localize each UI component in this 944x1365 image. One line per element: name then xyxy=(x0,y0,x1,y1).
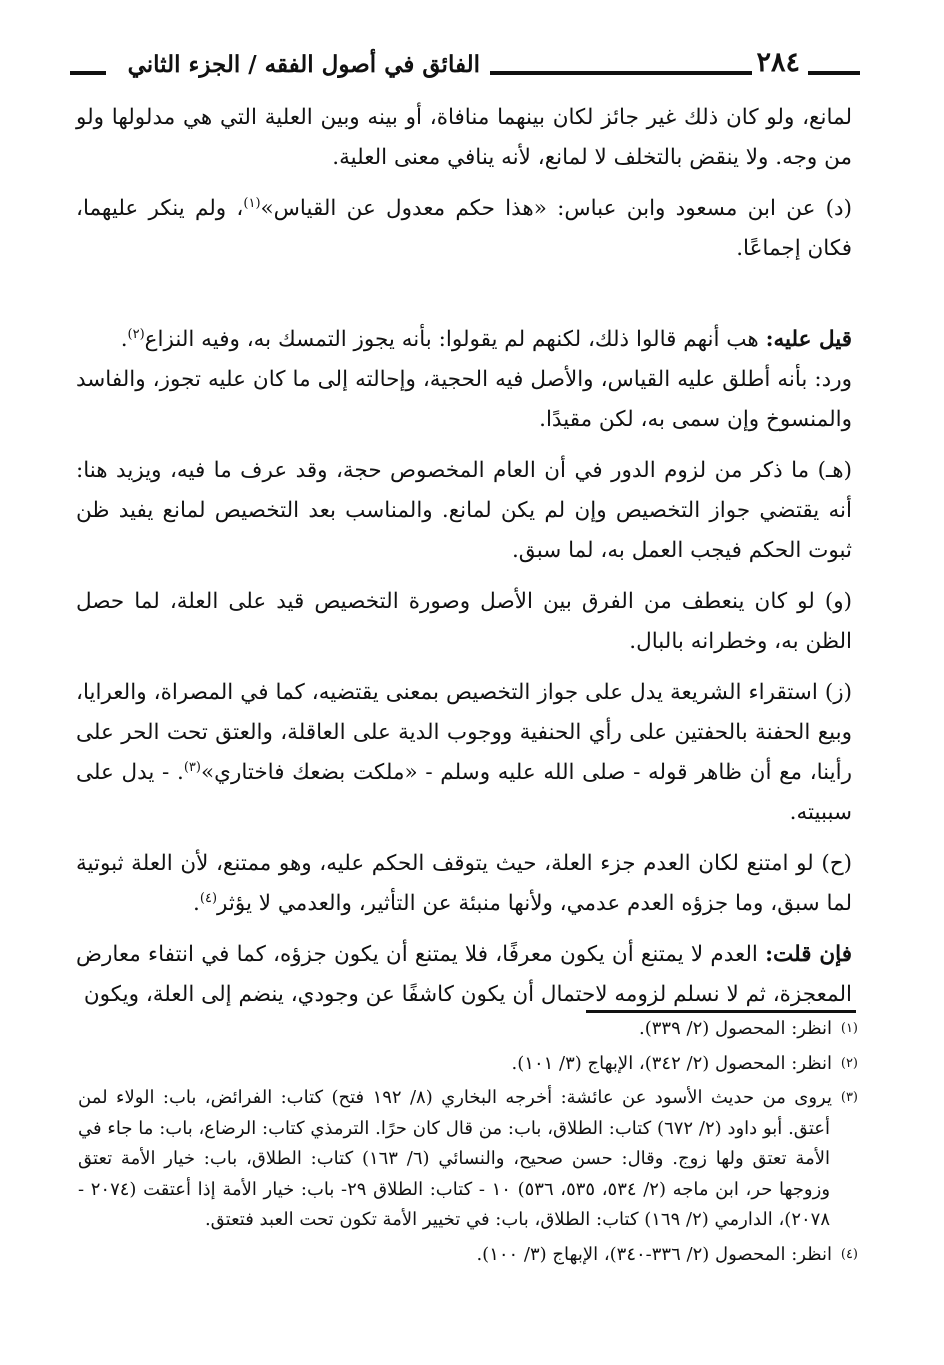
footnote xyxy=(78,1083,858,1236)
footnote-ref[interactable]: (٤) xyxy=(199,890,218,906)
paragraph-text: العدم لا يمتنع أن يكون معرفًا، فلا يمتنع أن يكون جزؤه، كما في انتفاء معارض المعجزة، ثم لا نسلم لزومه لاحتمال أن يكون كاشفًا عن وجودي، ينضم إلى العلة، ويكون xyxy=(76,942,852,1007)
footnote-ref[interactable]: (٣) xyxy=(183,759,201,775)
footnote-text: يروى من حديث الأسود عن عائشة: أخرجه البخاري (٨/ ١٩٢ فتح) كتاب: الفرائض، باب: الولاء لمن أعتق. أبو داود (٢/ ٦٧٢) كتاب: الطلاق، باب: من قال كان حرًا. الترمذي كتاب: الرضاع، باب: ما جاء في الأمة تعتق ولها زوج. وقال: حسن صحيح، والنسائي (٦/ ١٦٣) كتاب: الطلاق، باب: خيار الأمة تعتق وزوجها حر، ابن ماجه (٢/ ٥٣٤، ٥٣٥، ٥٣٦) ١٠ - كتاب: الطلاق ٢٩- باب: خيار الأمة إذا أعتقت (٢٠٧٤ - ٢٠٧٨)، الدارمي (٢/ ١٦٩) كتاب: الطلاق، باب: في تخيير الأمة تكون تحت العبد فتعتق. xyxy=(78,1087,832,1230)
footnote-text: انظر: المحصول (٢/ ٣٤٢)، الإبهاج (٣/ ١٠١). xyxy=(511,1052,832,1074)
main-text xyxy=(76,98,852,1026)
paragraph-text: . xyxy=(193,891,200,916)
running-title: الفائق في أصول الفقه / الجزء الثاني xyxy=(127,51,480,78)
footnote-number: (١) xyxy=(840,1021,858,1036)
paragraph-text: هب أنهم قالوا ذلك، لكنهم لم يقولوا: بأنه يجوز التمسك به، وفيه النزاع xyxy=(144,327,766,352)
paragraph-text: (هـ) ما ذكر من لزوم الدور في أن العام المخصوص حجة، وقد عرف ما فيه، ويزيد هنا: أنه يقتضي جواز التخصيص وإن لم يكن لمانع. والمناسب بعد التخصيص لمانع يفيد ظن ثبوت الحكم فيجب العمل به، لما سبق. xyxy=(76,458,852,563)
paragraph xyxy=(76,673,852,833)
footnote-ref[interactable]: (١) xyxy=(243,195,261,211)
paragraph xyxy=(76,451,852,571)
page-header xyxy=(70,38,860,92)
footnote-number: (٢) xyxy=(840,1055,858,1071)
paragraph-text: (ز) استقراء الشريعة يدل على جواز التخصيص بمعنى يقتضيه، كما في المصراة، والعرايا، وبيع الحفنة بالحفتين على رأي الحنفية ووجوب الدية على العاقلة، والعتق تحت الحر على رأينا، مع أن ظاهر قوله - صلى الله عليه وسلم - «ملكت بضعك فاختاري» xyxy=(76,680,853,785)
footnote xyxy=(78,1049,858,1080)
page-number: ٢٨٤ xyxy=(756,47,800,78)
paragraph xyxy=(76,280,852,440)
footnote xyxy=(78,1240,858,1271)
header-rule xyxy=(808,71,860,75)
footnote-text: انظر: المحصول (٢/ ٣٣٦-٣٤٠)، الإبهاج (٣/ ١٠٠). xyxy=(476,1243,832,1265)
paragraph xyxy=(76,582,852,662)
footnote-separator xyxy=(586,1010,856,1013)
footnote-number: (٣) xyxy=(840,1090,858,1105)
header-rule xyxy=(490,71,752,75)
paragraph-text: . ورد: بأنه أطلق عليه القياس، والأصل فيه الحجية، وإحالته إلى ما كان عليه تجوز، والفاسد والمنسوخ وإن سمى به، لكن مقيدًا. xyxy=(76,327,852,432)
paragraph-text: . - يدل على سببيته. xyxy=(76,760,852,825)
paragraph-text: (ح) لو امتنع لكان العدم جزء العلة، حيث يتوقف الحكم عليه، وهو ممتنع، لأن العلة ثبوتية لما سبق، وما جزؤه العدم عدمي، ولأنها منبئة عن التأثير، والعدمي لا يؤثر xyxy=(76,851,852,916)
paragraph-lead: فإن قلت: xyxy=(765,942,852,967)
footnotes xyxy=(78,1014,858,1274)
paragraph-text: لمانع، ولو كان ذلك غير جائز لكان بينهما منافاة، أو بينه وبين العلية التي هي مدلولها ولو من وجه. ولا ينقض بالتخلف لا لمانع، لأنه ينافي معنى العلية. xyxy=(76,105,852,170)
paragraph xyxy=(76,844,852,924)
footnote-number: (٤) xyxy=(840,1246,858,1262)
paragraph xyxy=(76,935,852,1015)
paragraph-text: (و) لو كان ينعطف من الفرق بين الأصل وصورة التخصيص قيد على العلة، لما حصل الظن به، وخطرانه بالبال. xyxy=(76,589,852,654)
header-rule xyxy=(70,71,106,75)
paragraph-text: (د) عن ابن مسعود وابن عباس: «هذا حكم معدول عن القياس» xyxy=(260,196,852,221)
footnote xyxy=(78,1014,858,1045)
paragraph xyxy=(76,98,852,178)
footnote-ref[interactable]: (٢) xyxy=(127,326,145,342)
footnote-text: انظر: المحصول (٢/ ٣٣٩). xyxy=(639,1018,832,1039)
paragraph-text: ، ولم ينكر عليهما، فكان إجماعًا. xyxy=(76,196,852,261)
paragraph-lead: قيل عليه: xyxy=(765,327,852,352)
paragraph xyxy=(76,189,852,269)
